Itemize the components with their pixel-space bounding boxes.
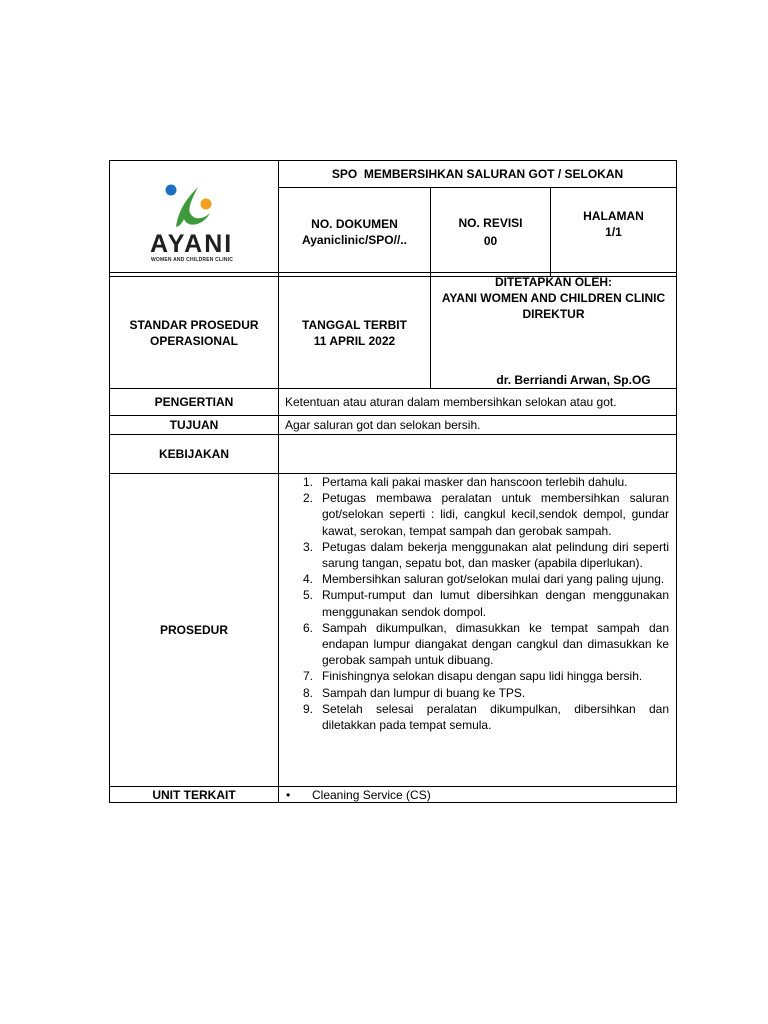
halaman-cell: [550, 187, 677, 277]
kebijakan-label-cell: [109, 434, 279, 474]
tanggal-terbit-cell: [278, 276, 431, 389]
prosedur-label: PROSEDUR: [159, 623, 228, 637]
logo-brand-text: AYANI: [150, 230, 234, 258]
procedure-step-text: Pertama kali pakai masker dan hanscoon terlebih dahulu.: [322, 475, 628, 489]
procedure-step-number: 4.: [302, 572, 313, 587]
ditetapkan-label: DITETAPKAN OLEH:: [494, 276, 613, 289]
unit-terkait-label-cell: [109, 786, 279, 803]
unit-terkait-value: Cleaning Service (CS): [312, 787, 431, 802]
procedure-step-text: Petugas membawa peralatan untuk membersihkan saluran got/selokan seperti : lidi, cangkul kecil,sendok dempol, gundar kawat, serokan, tempat sampah dan gerobak sampah.: [322, 491, 669, 538]
title-text: SPO MEMBERSIHKAN SALURAN GOT / SELOKAN: [331, 167, 624, 181]
halaman-label: HALAMAN: [583, 209, 644, 223]
kebijakan-text-cell: [278, 434, 677, 474]
logo-tagline: WOMEN AND CHILDREN CLINIC: [151, 257, 234, 263]
header-separator: [109, 272, 677, 273]
pengertian-label-cell: [109, 388, 279, 416]
procedure-step-number: 1.: [302, 475, 313, 489]
logo-cell: [109, 160, 279, 277]
tanggal-terbit-label: TANGGAL TERBIT: [302, 317, 407, 332]
halaman-value: 1/1: [605, 225, 622, 239]
procedure-step-number: 6.: [302, 620, 313, 635]
kebijakan-label: KEBIJAKAN: [158, 447, 229, 461]
no-revisi-cell: [430, 187, 551, 277]
clinic-name: AYANI WOMEN AND CHILDREN CLINIC: [441, 291, 666, 305]
unit-terkait-label: UNIT TERKAIT: [152, 787, 236, 802]
procedure-list: [291, 474, 669, 733]
ditetapkan-cell: [430, 276, 677, 389]
orange-dot-icon: [201, 199, 212, 210]
procedure-step: [291, 539, 669, 571]
procedure-step-text: Sampah dan lumpur di buang ke TPS.: [322, 685, 526, 700]
no-dokumen-cell: [278, 187, 431, 277]
procedure-step-text: Setelah selesai peralatan dikumpulkan, dibersihkan dan diletakkan pada tempat semula.: [322, 701, 669, 733]
procedure-step: [291, 668, 669, 684]
clinic-logo: [146, 183, 246, 267]
procedure-step-number: 3.: [302, 539, 313, 554]
prosedur-label-cell: [109, 473, 279, 787]
document-title: [278, 160, 677, 188]
procedure-step-number: 8.: [302, 685, 313, 700]
procedure-step-number: 5.: [302, 588, 313, 603]
blue-dot-icon: [166, 185, 177, 196]
procedure-step-text: Finishingnya selokan disapu dengan sapu lidi hingga bersih.: [322, 669, 643, 684]
procedure-step: [291, 571, 669, 587]
director-role: DIREKTUR: [522, 307, 585, 321]
procedure-step-text: Rumput-rumput dan lumut dibersihkan dengan menggunakan menggunakan sendok dompol.: [322, 588, 669, 619]
procedure-step-number: 9.: [302, 701, 313, 716]
procedure-step: [291, 620, 669, 669]
procedure-step: [291, 587, 669, 619]
pengertian-label: PENGERTIAN: [154, 395, 234, 409]
spo-label-line2: OPERASIONAL: [149, 333, 238, 348]
procedure-step: [291, 490, 669, 539]
unit-terkait-value-cell: [278, 786, 677, 803]
spo-label-line1: STANDAR PROSEDUR: [129, 317, 259, 332]
procedure-step-text: Sampah dikumpulkan, dimasukkan ke tempat sampah dan endapan lumpur diangakat dengan cangkul dan dimasukkan ke gerobak sampah untuk dibuang.: [322, 620, 669, 668]
no-revisi-label: NO. REVISI: [458, 216, 523, 230]
ayani-logo-icon: [164, 183, 234, 233]
spo-label-cell: [109, 276, 279, 389]
procedure-step: [291, 474, 669, 490]
procedure-step-text: Membersihkan saluran got/selokan mulai dari yang paling ujung.: [322, 572, 665, 587]
tujuan-text: Agar saluran got dan selokan bersih.: [285, 418, 481, 432]
procedure-step-number: 2.: [302, 491, 313, 506]
tujuan-text-cell: [278, 415, 677, 435]
tujuan-label-cell: [109, 415, 279, 435]
no-revisi-value: 00: [483, 234, 498, 248]
director-signature-name: dr. Berriandi Arwan, Sp.OG: [496, 373, 651, 387]
procedure-step: [291, 701, 669, 733]
pengertian-text: Ketentuan atau aturan dalam membersihkan selokan atau got.: [285, 395, 617, 409]
procedure-step-text: Petugas dalam bekerja menggunakan alat pelindung diri seperti sarung tangan, sepatu bot, dan masker (apabila diperlukan).: [322, 539, 669, 571]
procedure-step: [291, 685, 669, 701]
pengertian-text-cell: [278, 388, 677, 416]
no-dokumen-label: NO. DOKUMEN: [311, 217, 398, 231]
bullet-icon: •: [286, 787, 291, 802]
procedure-step-number: 7.: [302, 669, 313, 684]
tanggal-terbit-value: 11 APRIL 2022: [313, 333, 396, 348]
no-dokumen-value: Ayaniclinic/SPO//..: [302, 233, 407, 247]
tujuan-label: TUJUAN: [169, 418, 219, 432]
